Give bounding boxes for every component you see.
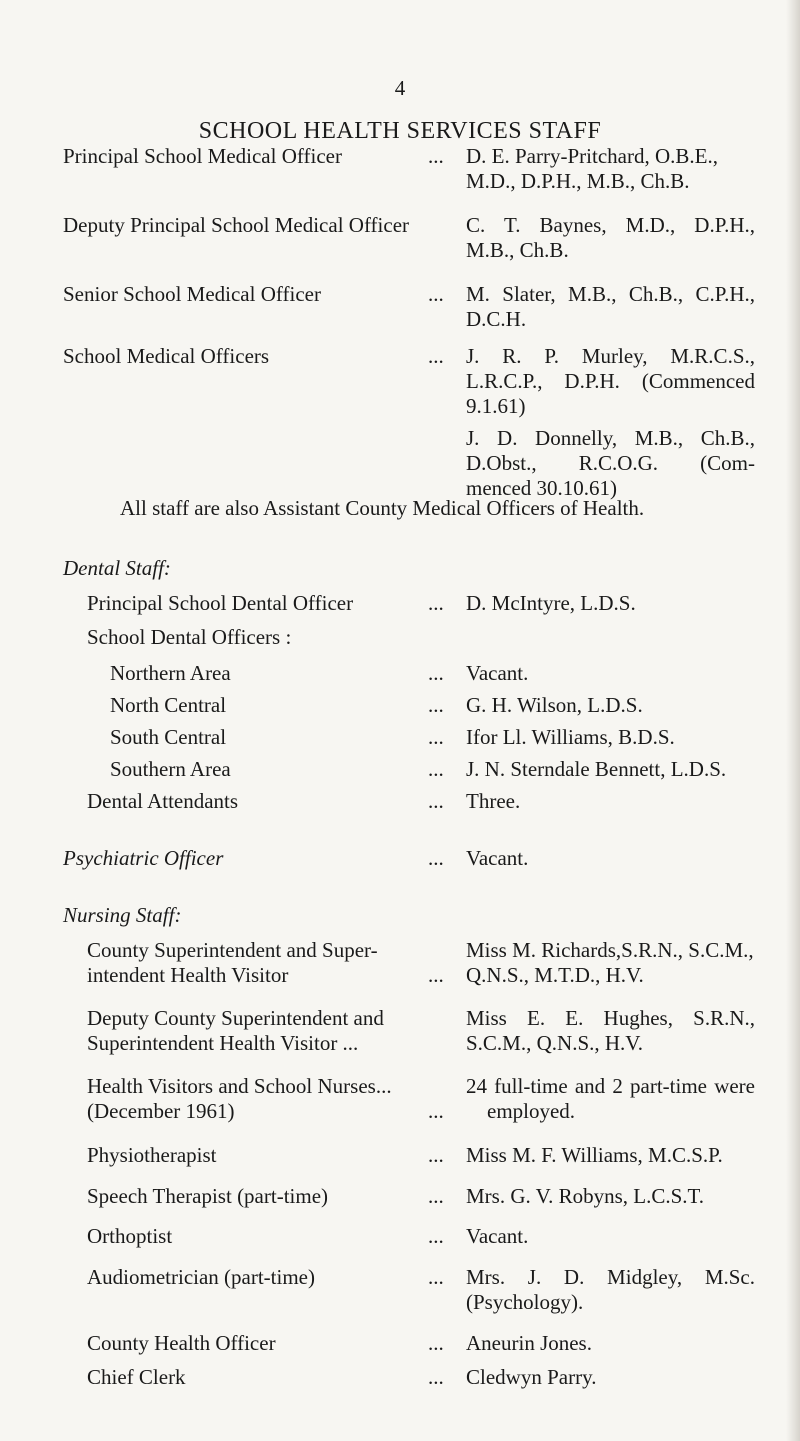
area-label: South Central xyxy=(110,725,227,749)
staff-name: D. E. Parry-Pritchard, O.B.E., xyxy=(466,144,718,168)
role-label: Orthoptist xyxy=(87,1224,173,1248)
role-label-cont: (December 1961) xyxy=(87,1099,235,1123)
leader-dots: ... xyxy=(428,693,444,717)
dental-heading: Dental Staff: xyxy=(63,556,171,580)
role-label: Physiotherapist xyxy=(87,1143,217,1167)
page-number: 4 xyxy=(394,76,406,100)
leader-dots: ... xyxy=(428,344,444,368)
staff-name: Miss M. F. Williams, M.C.S.P. xyxy=(466,1143,723,1167)
role-label: Psychiatric Officer xyxy=(63,846,224,870)
leader-dots: ... xyxy=(428,1331,444,1355)
leader-dots: ... xyxy=(428,846,444,870)
staff-qualifications: Q.N.S., M.T.D., H.V. xyxy=(466,963,644,987)
role-label: Senior School Medical Officer xyxy=(63,282,321,306)
area-label: Dental Attendants xyxy=(87,789,239,813)
role-label: Principal School Medical Officer xyxy=(63,144,342,168)
role-label-cont: Superintendent Health Visitor ... xyxy=(87,1031,359,1055)
staff-qualifications: M.D., D.P.H., M.B., Ch.B. xyxy=(466,169,690,193)
area-label: North Central xyxy=(110,693,227,717)
role-label: Deputy Principal School Medical Officer xyxy=(63,213,410,237)
staff-name: J. D. Donnelly, M.B., Ch.B., xyxy=(466,426,755,450)
page-title: SCHOOL HEALTH SERVICES STAFF xyxy=(198,118,602,144)
staff-qualifications: S.C.M., Q.N.S., H.V. xyxy=(466,1031,643,1055)
leader-dots: ... xyxy=(428,1265,444,1289)
staff-name: J. R. P. Murley, M.R.C.S., xyxy=(466,344,755,368)
role-label: Speech Therapist (part-time) xyxy=(87,1184,329,1208)
staff-qualifications: M.B., Ch.B. xyxy=(466,238,569,262)
staff-name: Aneurin Jones. xyxy=(466,1331,592,1355)
staff-name: Mrs. J. D. Midgley, M.Sc. xyxy=(466,1265,755,1289)
role-label-cont: intendent Health Visitor xyxy=(87,963,289,987)
leader-dots: ... xyxy=(428,282,444,306)
staff-note: menced 30.10.61) xyxy=(466,476,618,500)
staff-note: 9.1.61) xyxy=(466,394,526,418)
page-edge-shadow xyxy=(786,0,800,1441)
leader-dots: ... xyxy=(428,1099,444,1123)
nursing-heading: Nursing Staff: xyxy=(63,903,182,927)
staff-name: Miss E. E. Hughes, S.R.N., xyxy=(466,1006,755,1030)
role-label: Principal School Dental Officer xyxy=(87,591,354,615)
leader-dots: ... xyxy=(428,661,444,685)
leader-dots: ... xyxy=(428,757,444,781)
staff-name: M. Slater, M.B., Ch.B., C.P.H., xyxy=(466,282,755,306)
role-label: County Health Officer xyxy=(87,1331,276,1355)
role-label: School Medical Officers xyxy=(63,344,270,368)
role-label: Deputy County Superintendent and xyxy=(87,1006,384,1030)
role-label: Audiometrician (part-time) xyxy=(87,1265,315,1289)
staff-qualifications: D.Obst., R.C.O.G. (Com- xyxy=(466,451,755,475)
staff-name: Vacant. xyxy=(466,661,529,685)
leader-dots: ... xyxy=(428,789,444,813)
leader-dots: ... xyxy=(428,1184,444,1208)
role-label: School Dental Officers : xyxy=(87,625,292,649)
leader-dots: ... xyxy=(428,963,444,987)
staff-qualifications: D.C.H. xyxy=(466,307,527,331)
staff-name: Three. xyxy=(466,789,521,813)
staff-name: 24 full-time and 2 part-time were xyxy=(466,1074,755,1098)
staff-name: D. McIntyre, L.D.S. xyxy=(466,591,636,615)
leader-dots: ... xyxy=(428,1143,444,1167)
staff-name: G. H. Wilson, L.D.S. xyxy=(466,693,643,717)
leader-dots: ... xyxy=(428,1224,444,1248)
staff-name: Cledwyn Parry. xyxy=(466,1365,597,1389)
staff-note: employed. xyxy=(487,1099,576,1123)
staff-name: Ifor Ll. Williams, B.D.S. xyxy=(466,725,675,749)
staff-name: Miss M. Richards,S.R.N., S.C.M., xyxy=(466,938,754,962)
staff-name: Vacant. xyxy=(466,1224,529,1248)
area-label: Southern Area xyxy=(110,757,231,781)
role-label: Chief Clerk xyxy=(87,1365,186,1389)
role-label: Health Visitors and School Nurses... xyxy=(87,1074,392,1098)
leader-dots: ... xyxy=(428,725,444,749)
staff-name: Vacant. xyxy=(466,846,529,870)
staff-qualifications: L.R.C.P., D.P.H. (Commenced xyxy=(466,369,755,393)
staff-name: Mrs. G. V. Robyns, L.C.S.T. xyxy=(466,1184,705,1208)
staff-qualifications: (Psychology). xyxy=(466,1290,584,1314)
assistant-note: All staff are also Assistant County Medical Officers of Health. xyxy=(120,496,645,520)
leader-dots: ... xyxy=(428,1365,444,1389)
role-label: County Superintendent and Super- xyxy=(87,938,378,962)
area-label: Northern Area xyxy=(110,661,231,685)
staff-name: J. N. Sterndale Bennett, L.D.S. xyxy=(466,757,727,781)
leader-dots: ... xyxy=(428,144,444,168)
leader-dots: ... xyxy=(428,591,444,615)
staff-name: C. T. Baynes, M.D., D.P.H., xyxy=(466,213,755,237)
